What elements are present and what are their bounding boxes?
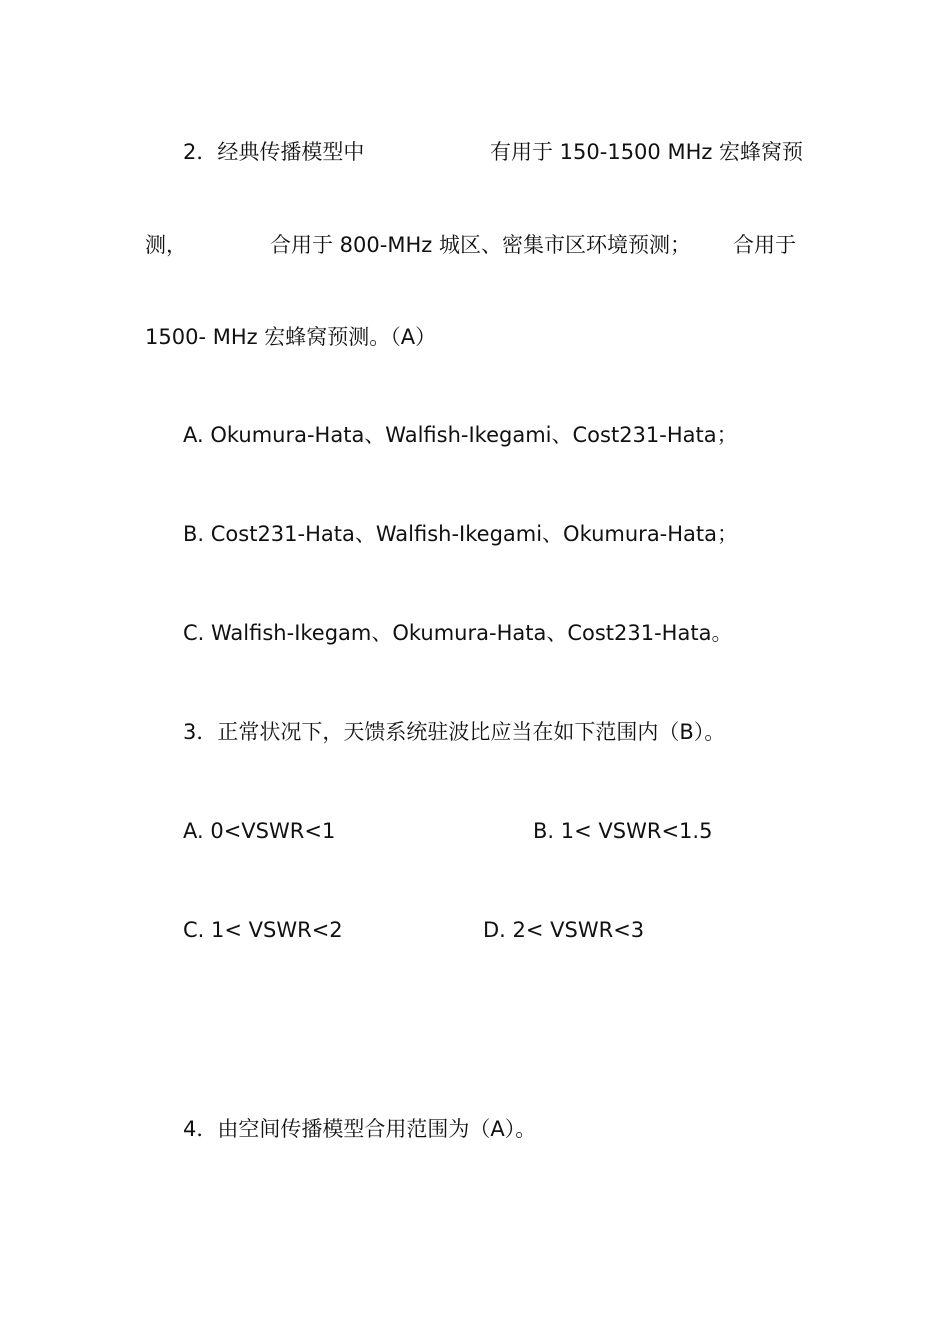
- q3-option-c: C. 1< VSWR<2: [183, 918, 343, 942]
- q2-line1-start: 2．经典传播模型中: [183, 140, 365, 164]
- q2-line2-end: 合用于: [733, 233, 796, 257]
- q2-option-b: B. Cost231-Hata、Walfish-Ikegami、Okumura-Hata；: [183, 522, 739, 546]
- q2-option-c: C. Walfish-Ikegam、Okumura-Hata、Cost231-Hata。: [183, 621, 733, 645]
- q2-line2-start: 测，: [145, 233, 187, 257]
- q2-option-a: A. Okumura-Hata、Walfish-Ikegami、Cost231-Hata；: [183, 423, 738, 447]
- q2-line1-end: 有用于 150-1500 MHz 宏蜂窝预: [490, 140, 804, 164]
- q3-stem: 3．正常状况下，天馈系统驻波比应当在如下范围内（B）。: [183, 720, 726, 744]
- q3-option-a: A. 0<VSWR<1: [183, 819, 336, 843]
- q2-line2-middle: 合用于 800-MHz 城区、密集市区环境预测；: [270, 233, 691, 257]
- q3-option-b: B. 1< VSWR<1.5: [533, 819, 713, 843]
- q4-stem: 4．由空间传播模型合用范围为（A）。: [183, 1117, 537, 1141]
- q2-line3: 1500- MHz 宏蜂窝预测。（A）: [145, 325, 437, 349]
- q3-option-d: D. 2< VSWR<3: [483, 918, 645, 942]
